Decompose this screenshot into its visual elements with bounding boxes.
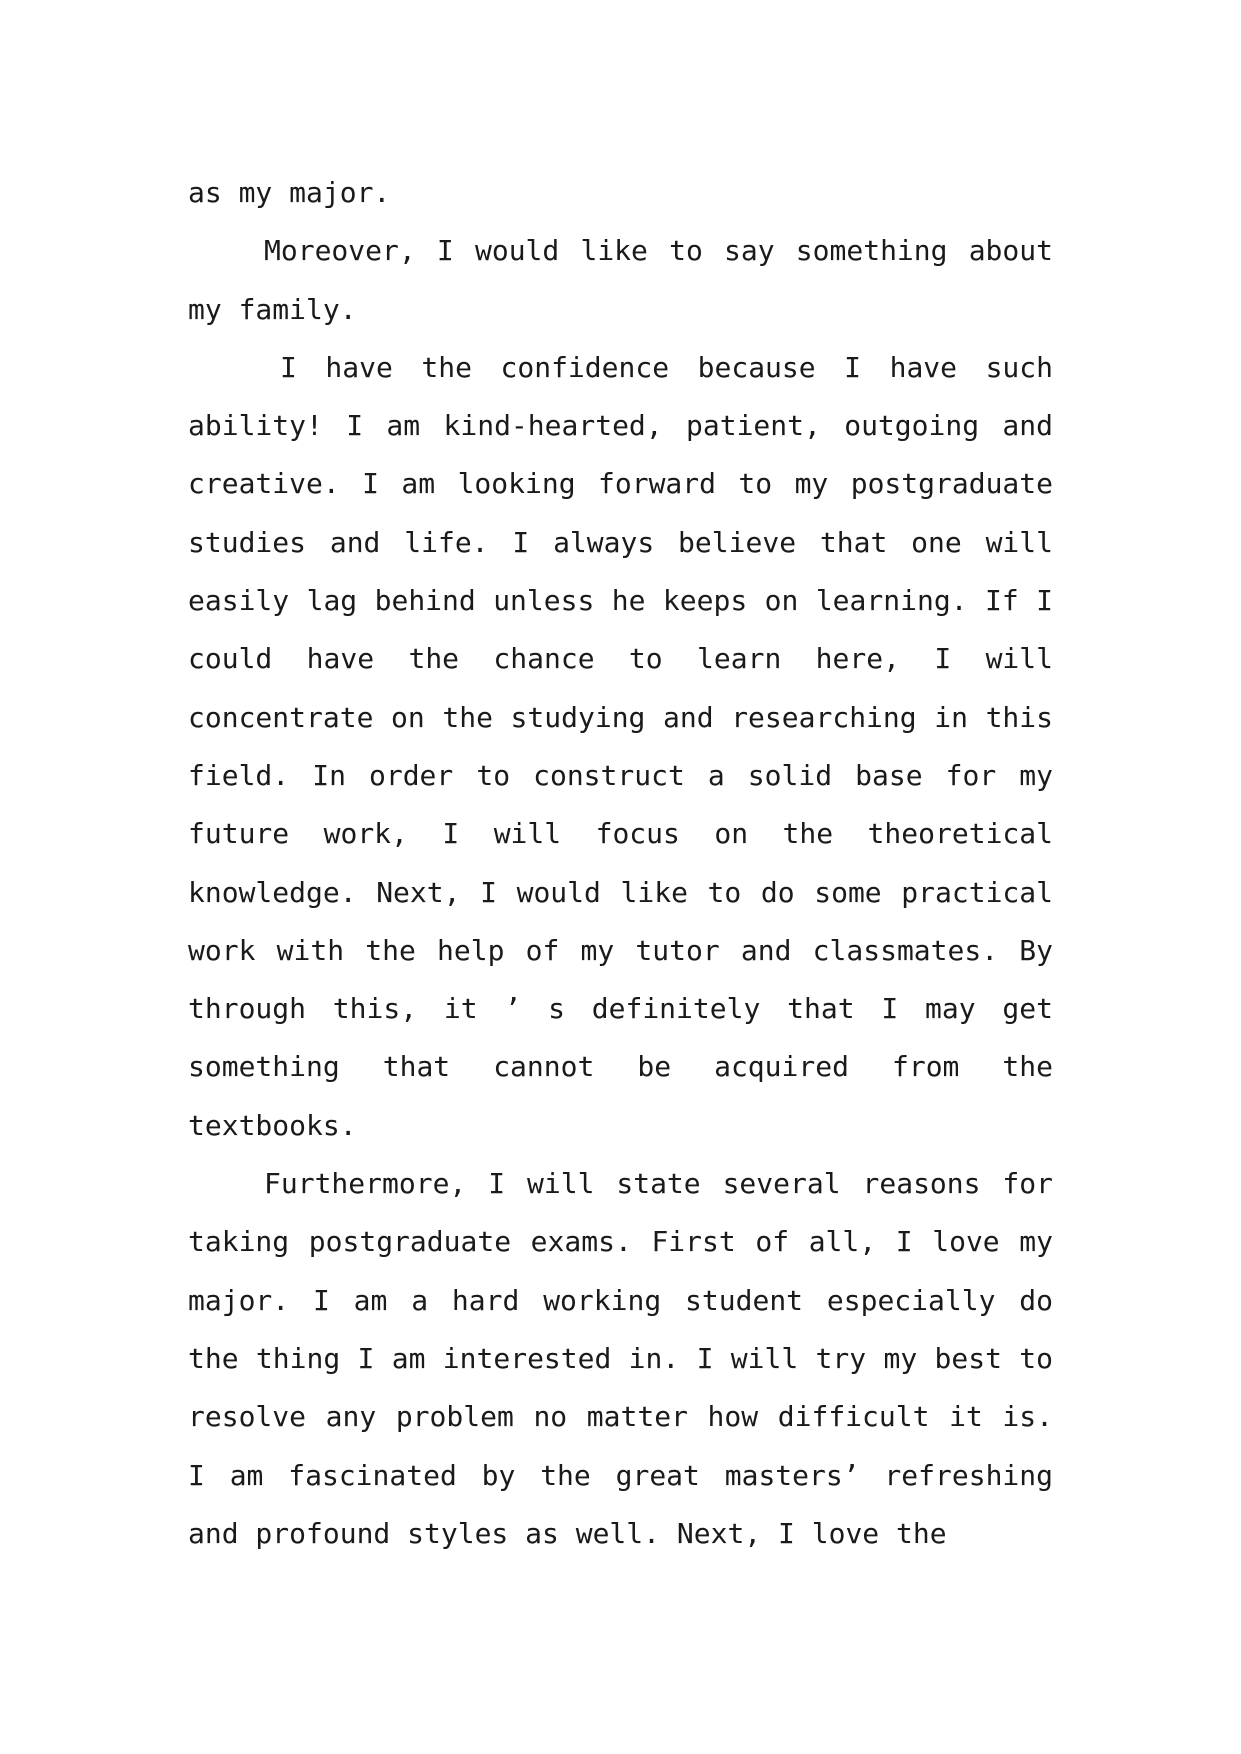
paragraph-family: Moreover, I would like to say something about my family. — [188, 234, 1053, 326]
body-text — [188, 164, 1053, 1563]
paragraph-confidence: I have the confidence because I have such ability! I am kind-hearted, patient, outgoing and creative. I am looking forward to my postgraduate studies and life. I always believe that one will easily lag behind unless he keeps on learning. If I could have the chance to learn here, I will concentrate on the studying and researching in this field. In order to construct a solid base for my future work, I will focus on the theoretical knowledge. Next, I would like to do some practical work with the help of my tutor and classmates. By through this, it ’ s definitely that I may get something that cannot be acquired from the textbooks. — [188, 350, 1053, 1142]
paragraph-reasons: Furthermore, I will state several reasons for taking postgraduate exams. First of all, I love my major. I am a hard working student especially do the thing I am interested in. I will try my best to resolve any problem no matter how difficult it is. I am fascinated by the great masters’ refreshing and profound styles as well. Next, I love the — [188, 1167, 1053, 1550]
paragraph-continuation: as my major. — [188, 176, 391, 209]
